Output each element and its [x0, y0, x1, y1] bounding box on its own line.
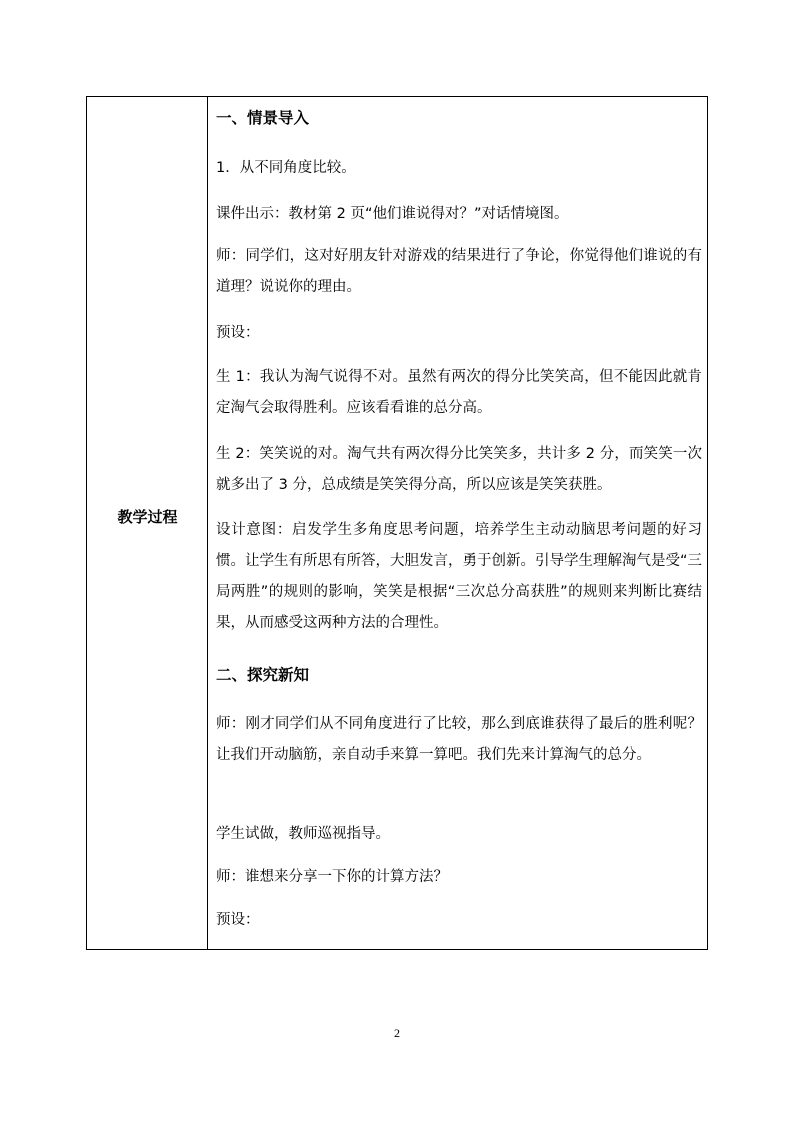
paragraph: 1．从不同角度比较。 — [216, 160, 356, 176]
paragraph: 课件出示：教材第 2 页“他们谁说得对？”对话情境图。 — [216, 206, 569, 222]
section-heading-intro: 一、情景导入 — [216, 109, 310, 127]
paragraph: 师：同学们，这对好朋友针对游戏的结果进行了争论，你觉得他们谁说的有道理？说说你的理由。 — [216, 248, 702, 295]
paragraph: 生 1：我认为淘气说得不对。虽然有两次的得分比笑笑高，但不能因此就肯定淘气会取得胜利。应该看看谁的总分高。 — [216, 369, 702, 416]
paragraph: 学生试做，教师巡视指导。 — [216, 826, 390, 842]
paragraph: 师：谁想来分享一下你的计算方法？ — [216, 869, 448, 885]
teaching-process-label: 教学过程 — [117, 508, 178, 526]
left-column-cell — [87, 97, 208, 949]
paragraph: 师：刚才同学们从不同角度进行了比较，那么到底谁获得了最后的胜利呢？让我们开动脑筋，亲自动手来算一算吧。我们先来计算淘气的总分。 — [216, 716, 702, 763]
paragraph: 预设： — [216, 325, 260, 341]
paragraph: 生 2：笑笑说的对。淘气共有两次得分比笑笑多，共计多 2 分，而笑笑一次就多出了 3 分，总成绩是笑笑得分高，所以应该是笑笑获胜。 — [216, 446, 702, 493]
section-heading-explore: 二、探究新知 — [216, 666, 310, 684]
lesson-table — [86, 96, 708, 950]
page-number: 2 — [394, 1026, 400, 1040]
design-intent-paragraph: 设计意图：启发学生多角度思考问题，培养学生主动动脑思考问题的好习惯。让学生有所思有所答，大胆发言，勇于创新。引导学生理解淘气是受“三局两胜”的规则的影响，笑笑是根据“三次总分高获胜”的规则来判断比赛结果，从而感受这两种方法的合理性。 — [216, 522, 703, 631]
paragraph: 预设： — [216, 912, 260, 928]
